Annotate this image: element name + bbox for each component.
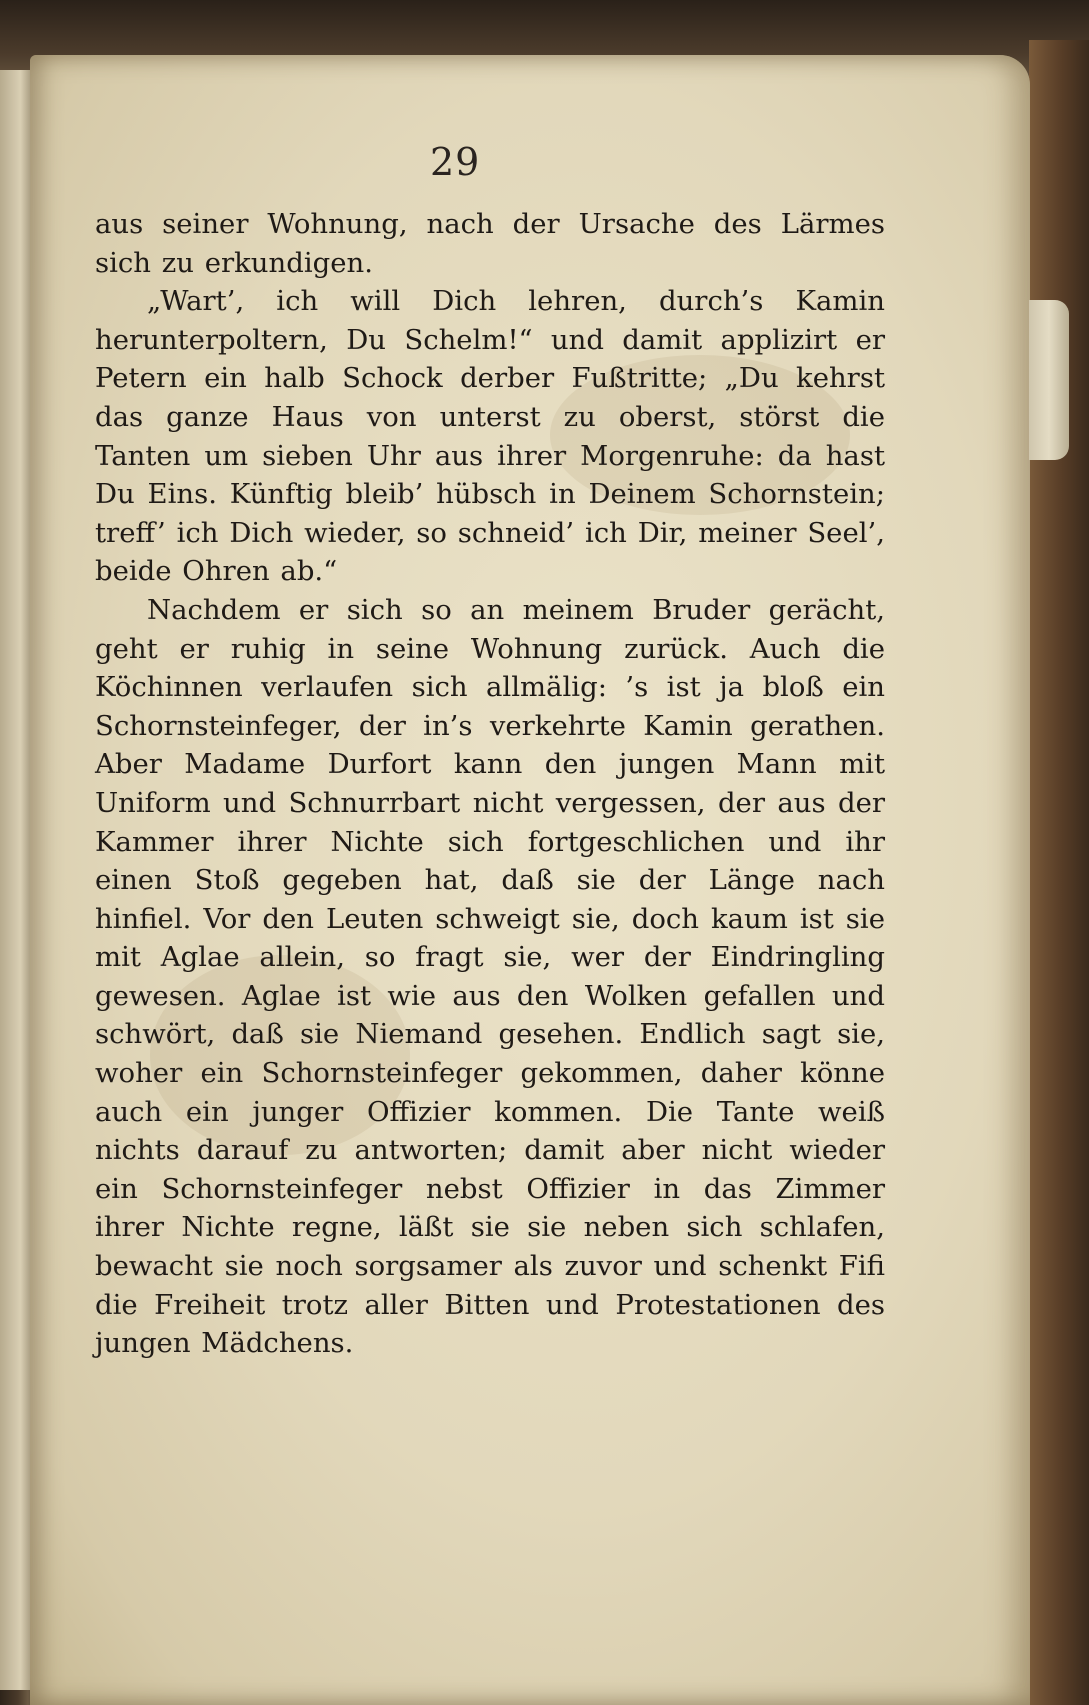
page-edge-tab	[1029, 300, 1069, 460]
paragraph-2: „Wart’, ich will Dich lehren, durch’s Kamin herunterpoltern, Du Schelm!“ und damit applizirt er Petern ein halb Schock derber Fußtritte; „Du kehrst das ganze Haus von unterst zu oberst, störst die Tanten um sieben Uhr aus ihrer Morgenruhe: da hast Du Eins. Künftig bleib’ hübsch in Deinem Schornstein; treff’ ich Dich wieder, so schneid’ ich Dir, meiner Seel’, beide Ohren ab.“	[95, 285, 885, 588]
paragraph-3: Nachdem er sich so an meinem Bruder gerächt, geht er ruhig in seine Wohnung zurück. Auch die Köchinnen verlaufen sich allmälig: ’s ist ja bloß ein Schornsteinfeger, der in’s verkehrte Kamin gerathen. Aber Madame Durfort kann den jungen Mann mit Uniform und Schnurrbart nicht vergessen, der aus der Kammer ihrer Nichte sich fortgeschlichen und ihr einen Stoß gegeben hat, daß sie der Länge nach hinfiel. Vor den Leuten schweigt sie, doch kaum ist sie mit Aglae allein, so fragt sie, wer der Eindringling gewesen. Aglae ist wie aus den Wolken gefallen und schwört, daß sie Niemand gesehen. Endlich sagt sie, woher ein Schornsteinfeger gekommen, daher könne auch ein junger Offizier kommen. Die Tante weiß nichts darauf zu antworten; damit aber nicht wieder ein Schornsteinfeger nebst Offizier in das Zimmer ihrer Nichte regne, läßt sie sie neben sich schlafen, bewacht sie noch sorgsamer als zuvor und schenkt Fifi die Freiheit trotz aller Bitten und Protestationen des jungen Mädchens.	[95, 593, 885, 1360]
paragraph-1: aus seiner Wohnung, nach der Ursache des Lärmes sich zu erkundigen.	[95, 208, 885, 279]
page-number: 29	[430, 140, 481, 184]
book-cover-right	[1029, 40, 1089, 1705]
page-body-text	[95, 205, 885, 1363]
